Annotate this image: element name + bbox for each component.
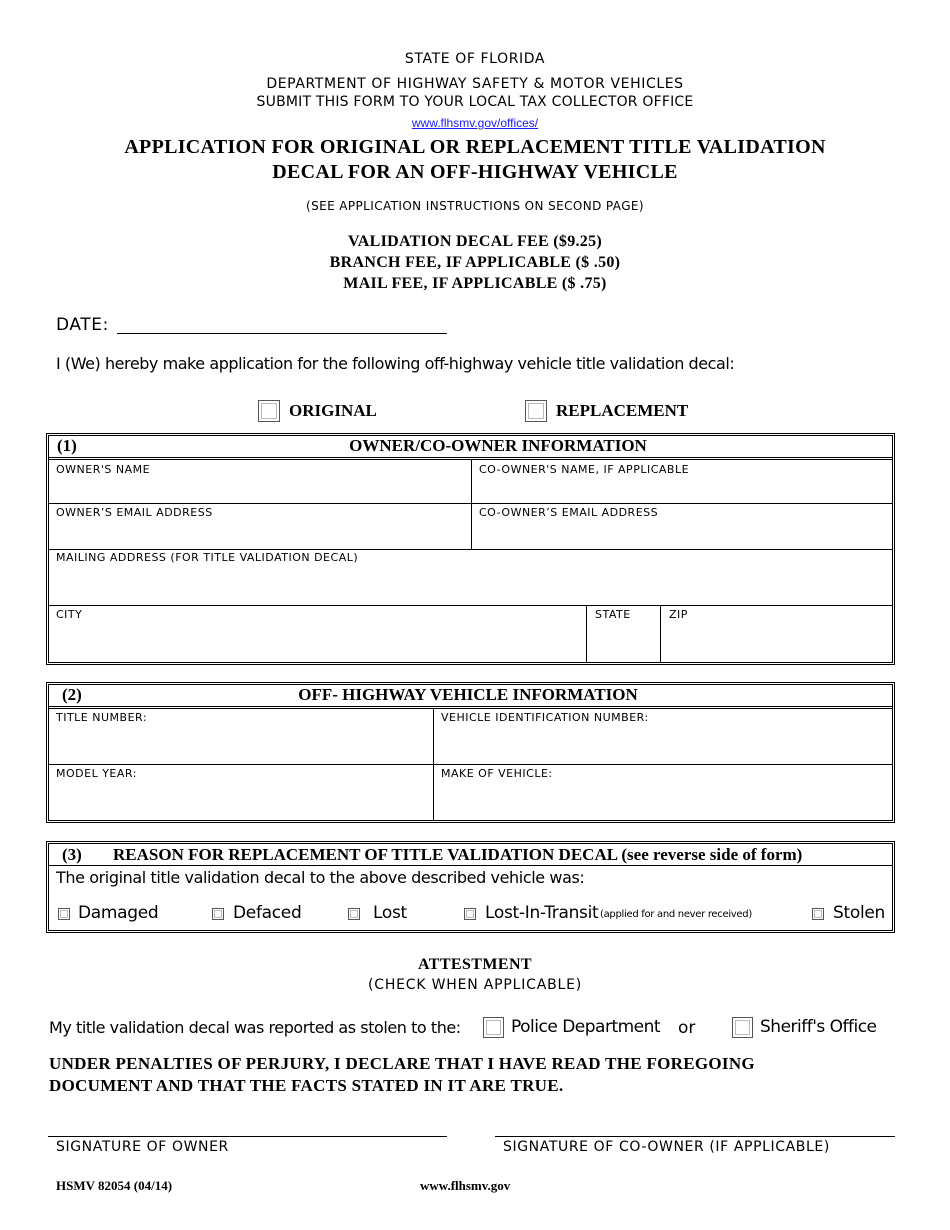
state-heading: STATE OF FLORIDA [404, 51, 546, 67]
vin-label: VEHICLE IDENTIFICATION NUMBER: [441, 711, 649, 724]
damaged-checkbox[interactable] [58, 908, 70, 920]
section2-number: (2) [62, 685, 82, 704]
lost-in-transit-checkbox[interactable] [464, 908, 476, 920]
title-number-label: TITLE NUMBER: [56, 711, 148, 724]
coowner-email-label: CO-OWNER’S EMAIL ADDRESS [479, 506, 659, 519]
section3-title: REASON FOR REPLACEMENT OF TITLE VALIDATION DECAL (see reverse side of form) [113, 845, 803, 864]
section1-number: (1) [57, 436, 77, 455]
coowner-name-label: CO-OWNER'S NAME, IF APPLICABLE [479, 463, 690, 476]
mail-fee: MAIL FEE, IF APPLICABLE ($ .75) [343, 275, 607, 292]
police-department-label: Police Department [511, 1017, 661, 1037]
mailing-address-label: MAILING ADDRESS (FOR TITLE VALIDATION DECAL) [56, 551, 359, 564]
application-statement: I (We) hereby make application for the following off-highway vehicle title validation decal: [56, 354, 735, 373]
state-label: STATE [595, 608, 631, 621]
branch-fee: BRANCH FEE, IF APPLICABLE ($ .50) [329, 254, 621, 271]
defaced-label: Defaced [233, 903, 302, 923]
vin-field[interactable] [435, 726, 891, 763]
validation-fee: VALIDATION DECAL FEE ($9.25) [347, 233, 603, 250]
zip-label: ZIP [669, 608, 688, 621]
owner-name-label: OWNER'S NAME [56, 463, 151, 476]
lost-in-transit-label: Lost-In-Transit [485, 903, 599, 923]
owner-email-label: OWNER’S EMAIL ADDRESS [56, 506, 213, 519]
replacement-checkbox[interactable] [525, 400, 547, 422]
form-title-line1: APPLICATION FOR ORIGINAL OR REPLACEMENT TITLE VALIDATION [124, 136, 826, 158]
instructions-note: (SEE APPLICATION INSTRUCTIONS ON SECOND PAGE) [306, 199, 644, 213]
damaged-label: Damaged [78, 903, 159, 923]
offices-link[interactable]: www.flhsmv.gov/offices/ [411, 116, 539, 130]
form-number: HSMV 82054 (04/14) [56, 1178, 173, 1193]
stolen-report-statement: My title validation decal was reported as stolen to the: [49, 1018, 461, 1037]
coowner-signature-label: SIGNATURE OF CO-OWNER (IF APPLICABLE) [503, 1139, 830, 1155]
department-heading: DEPARTMENT OF HIGHWAY SAFETY & MOTOR VEHICLES [266, 76, 684, 92]
section3-number: (3) [62, 845, 82, 864]
perjury-statement-line1: UNDER PENALTIES OF PERJURY, I DECLARE THAT I HAVE READ THE FOREGOING [49, 1054, 755, 1073]
police-department-checkbox[interactable] [483, 1017, 504, 1038]
perjury-statement-line2: DOCUMENT AND THAT THE FACTS STATED IN IT ARE TRUE. [49, 1076, 564, 1095]
attestment-subtitle: (CHECK WHEN APPLICABLE) [367, 977, 582, 993]
lost-label: Lost [373, 903, 407, 923]
original-checkbox[interactable] [258, 400, 280, 422]
sheriffs-office-checkbox[interactable] [732, 1017, 753, 1038]
stolen-label: Stolen [833, 903, 886, 923]
stolen-checkbox[interactable] [812, 908, 824, 920]
title-number-field[interactable] [50, 726, 432, 763]
sheriffs-office-label: Sheriff's Office [760, 1017, 877, 1037]
coowner-signature-field[interactable] [495, 1136, 895, 1137]
lost-checkbox[interactable] [348, 908, 360, 920]
make-field[interactable] [435, 782, 891, 819]
city-field[interactable] [50, 622, 585, 661]
submit-instruction: SUBMIT THIS FORM TO YOUR LOCAL TAX COLLECTOR OFFICE [256, 94, 694, 110]
replacement-label: REPLACEMENT [556, 401, 689, 420]
lost-in-transit-note: (applied for and never received) [600, 909, 752, 920]
section3-statement: The original title validation decal to the above described vehicle was: [56, 868, 585, 887]
make-label: MAKE OF VEHICLE: [441, 767, 553, 780]
owner-signature-field[interactable] [48, 1136, 447, 1137]
owner-signature-label: SIGNATURE OF OWNER [56, 1139, 229, 1155]
date-label: DATE: [56, 315, 109, 335]
footer-website[interactable]: www.flhsmv.gov [420, 1178, 511, 1193]
coowner-email-field[interactable] [473, 520, 891, 548]
owner-email-field[interactable] [50, 520, 470, 548]
form-title-line2: DECAL FOR AN OFF-HIGHWAY VEHICLE [272, 161, 678, 183]
owner-name-field[interactable] [50, 476, 470, 502]
defaced-checkbox[interactable] [212, 908, 224, 920]
section1-title: OWNER/CO-OWNER INFORMATION [349, 436, 647, 455]
model-year-label: MODEL YEAR: [56, 767, 137, 780]
city-label: CITY [56, 608, 83, 621]
original-label: ORIGINAL [289, 401, 377, 420]
mailing-address-field[interactable] [50, 566, 891, 604]
coowner-name-field[interactable] [473, 476, 891, 502]
or-label: or [678, 1018, 696, 1038]
attestment-title: ATTESTMENT [418, 956, 532, 973]
date-field[interactable] [117, 333, 447, 334]
section2-title: OFF- HIGHWAY VEHICLE INFORMATION [298, 685, 638, 704]
zip-field[interactable] [662, 622, 891, 661]
model-year-field[interactable] [50, 782, 432, 819]
state-field[interactable] [588, 622, 659, 661]
